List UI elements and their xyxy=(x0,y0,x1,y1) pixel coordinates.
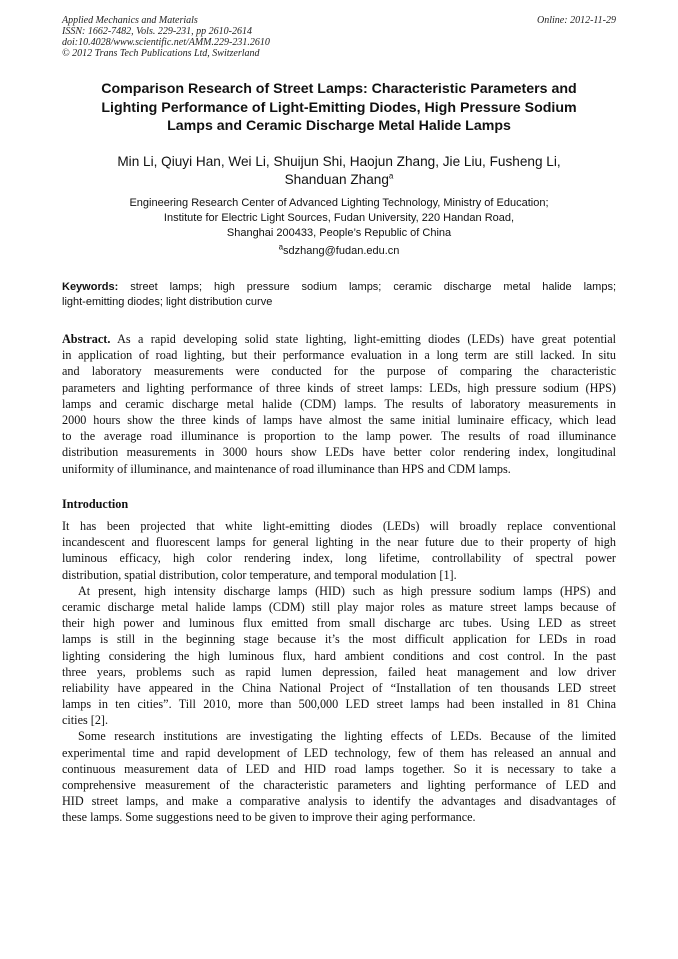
online-date: Online: 2012-11-29 xyxy=(537,15,616,26)
intro-line: lighting considering the high luminous flux, hard ambient conditions and cost control. In the past xyxy=(62,648,616,663)
affiliation-line: Institute for Electric Light Sources, Fudan University, 220 Handan Road, xyxy=(163,212,515,224)
introduction-heading: Introduction xyxy=(62,497,129,511)
issn-line: ISSN: 1662-7482, Vols. 229-231, pp 2610-2614 xyxy=(62,26,252,37)
keywords-label: Keywords: xyxy=(62,281,119,293)
keywords-section xyxy=(62,280,616,310)
affiliation-line: Engineering Research Center of Advanced Lighting Technology, Ministry of Education; xyxy=(129,197,549,209)
abstract-line: parameters and lighting performance of three kinds of street lamps: LEDs, high pressure sodium (HPS) xyxy=(62,380,616,395)
keywords-text: street lamps; high pressure sodium lamps; ceramic discharge metal halide lamps; xyxy=(130,281,617,293)
journal-name: Applied Mechanics and Materials xyxy=(62,15,198,26)
title-line: Lighting Performance of Light-Emitting Diodes, High Pressure Sodium xyxy=(101,99,577,116)
intro-line: Some research institutions are investigating the lighting effects of LEDs. Because of the limited xyxy=(78,729,616,744)
keywords-line: light-emitting diodes; light distribution curve xyxy=(62,296,273,308)
intro-line: luminous efficacy, high color rendering index, long lifetime, controllability of spectral power xyxy=(62,551,616,566)
corresponding-email xyxy=(62,242,616,257)
affiliation xyxy=(62,196,616,241)
introduction-section xyxy=(62,518,616,826)
journal-header xyxy=(62,15,616,59)
keywords-line xyxy=(62,280,616,295)
email-address[interactable]: sdzhang@fudan.edu.cn xyxy=(283,245,400,257)
author-list xyxy=(62,153,616,188)
author-line: Min Li, Qiuyi Han, Wei Li, Shuijun Shi, Haojun Zhang, Jie Liu, Fusheng Li, xyxy=(117,154,561,169)
abstract-line: distribution measurements in 3000 hours show LEDs have better color rendering index, longitudinal xyxy=(62,445,616,460)
email-superscript: a xyxy=(278,242,284,252)
paper-title xyxy=(62,80,616,136)
intro-line: three years, problems such as rapid lumen depression, failed heat management and low driver xyxy=(62,664,616,679)
intro-line: lamps is still in the beginning stage because it’s the most difficult application for LEDs in road xyxy=(62,632,616,647)
abstract-line: uniformity of illuminance, and maintenance of road illuminance than HPS and CDM lamps. xyxy=(62,461,511,476)
abstract-line: to the average road illuminance is proportion to the lamp power. The results of road illuminance xyxy=(62,429,616,444)
intro-line: distribution, spatial distribution, color temperature, and temporal modulation [1]. xyxy=(62,567,457,582)
intro-line: HID street lamps, and make a comparative analysis to identify the advantages and disadvantages of xyxy=(62,794,616,809)
intro-line: At present, high intensity discharge lamps (HID) such as high pressure sodium lamps (HPS) and xyxy=(78,583,616,598)
abstract-line: 2000 hours show the three kinds of lamps have almost the same initial luminaire efficacy, which lead xyxy=(62,412,616,427)
title-line: Comparison Research of Street Lamps: Characteristic Parameters and xyxy=(101,81,577,97)
intro-line: reliability have appeared in the China National Project of “Installation of ten thousands LED street xyxy=(62,680,616,695)
intro-line: lamps in ten cities”. Till 2010, more than 500,000 LED street lamps had been installed in 81 China xyxy=(62,697,616,712)
abstract-line: and laboratory measurements were conducted for the purpose of comparing the characteristic xyxy=(62,364,616,379)
doi-line: doi:10.4028/www.scientific.net/AMM.229-231.2610 xyxy=(62,37,270,48)
abstract-line: lamps and ceramic discharge metal halide (CDM) lamps. The results of laboratory measurements in xyxy=(62,396,616,411)
intro-line: cities [2]. xyxy=(62,713,109,728)
author-line xyxy=(62,171,616,189)
copyright-line: © 2012 Trans Tech Publications Ltd, Switzerland xyxy=(62,48,260,59)
intro-line: It has been projected that white light-emitting diodes (LEDs) will broadly replace conventional xyxy=(62,519,616,533)
intro-line: experimental time and rapid development of LED technology, few of them has released an annual and xyxy=(62,745,616,760)
abstract-section xyxy=(62,331,616,477)
intro-line: continuous measurement data of LED and HID road lamps together. So it is necessary to take a xyxy=(62,761,616,776)
intro-line: their high power and luminous flux emitted from small discharge arc tubes. Using LED as street xyxy=(62,616,616,631)
intro-line: incandescent and fluorescent lamps for general lighting in the near future due to their property of high xyxy=(62,535,616,550)
author-superscript: a xyxy=(388,170,394,180)
abstract-line xyxy=(62,331,616,347)
intro-line: ceramic discharge metal halide lamps (CDM) still play major roles as mature street lamps because of xyxy=(62,599,616,614)
intro-line: comprehensive measurement of the characteristic parameters and lighting performance of LED and xyxy=(62,778,616,792)
author-name: Shanduan Zhang xyxy=(284,171,389,187)
affiliation-line: Shanghai 200433, People’s Republic of China xyxy=(226,227,452,239)
intro-line: these lamps. Some suggestions need to be given to improve their aging performance. xyxy=(62,810,476,825)
abstract-line: in application of road lighting, but their performance evaluation in a long term are still lacked. In situ xyxy=(62,348,616,363)
title-line: Lamps and Ceramic Discharge Metal Halide Lamps xyxy=(167,118,511,134)
abstract-text: As a rapid developing solid state lighting, light-emitting diodes (LEDs) have great potential xyxy=(117,332,616,346)
abstract-label: Abstract. xyxy=(62,332,111,346)
